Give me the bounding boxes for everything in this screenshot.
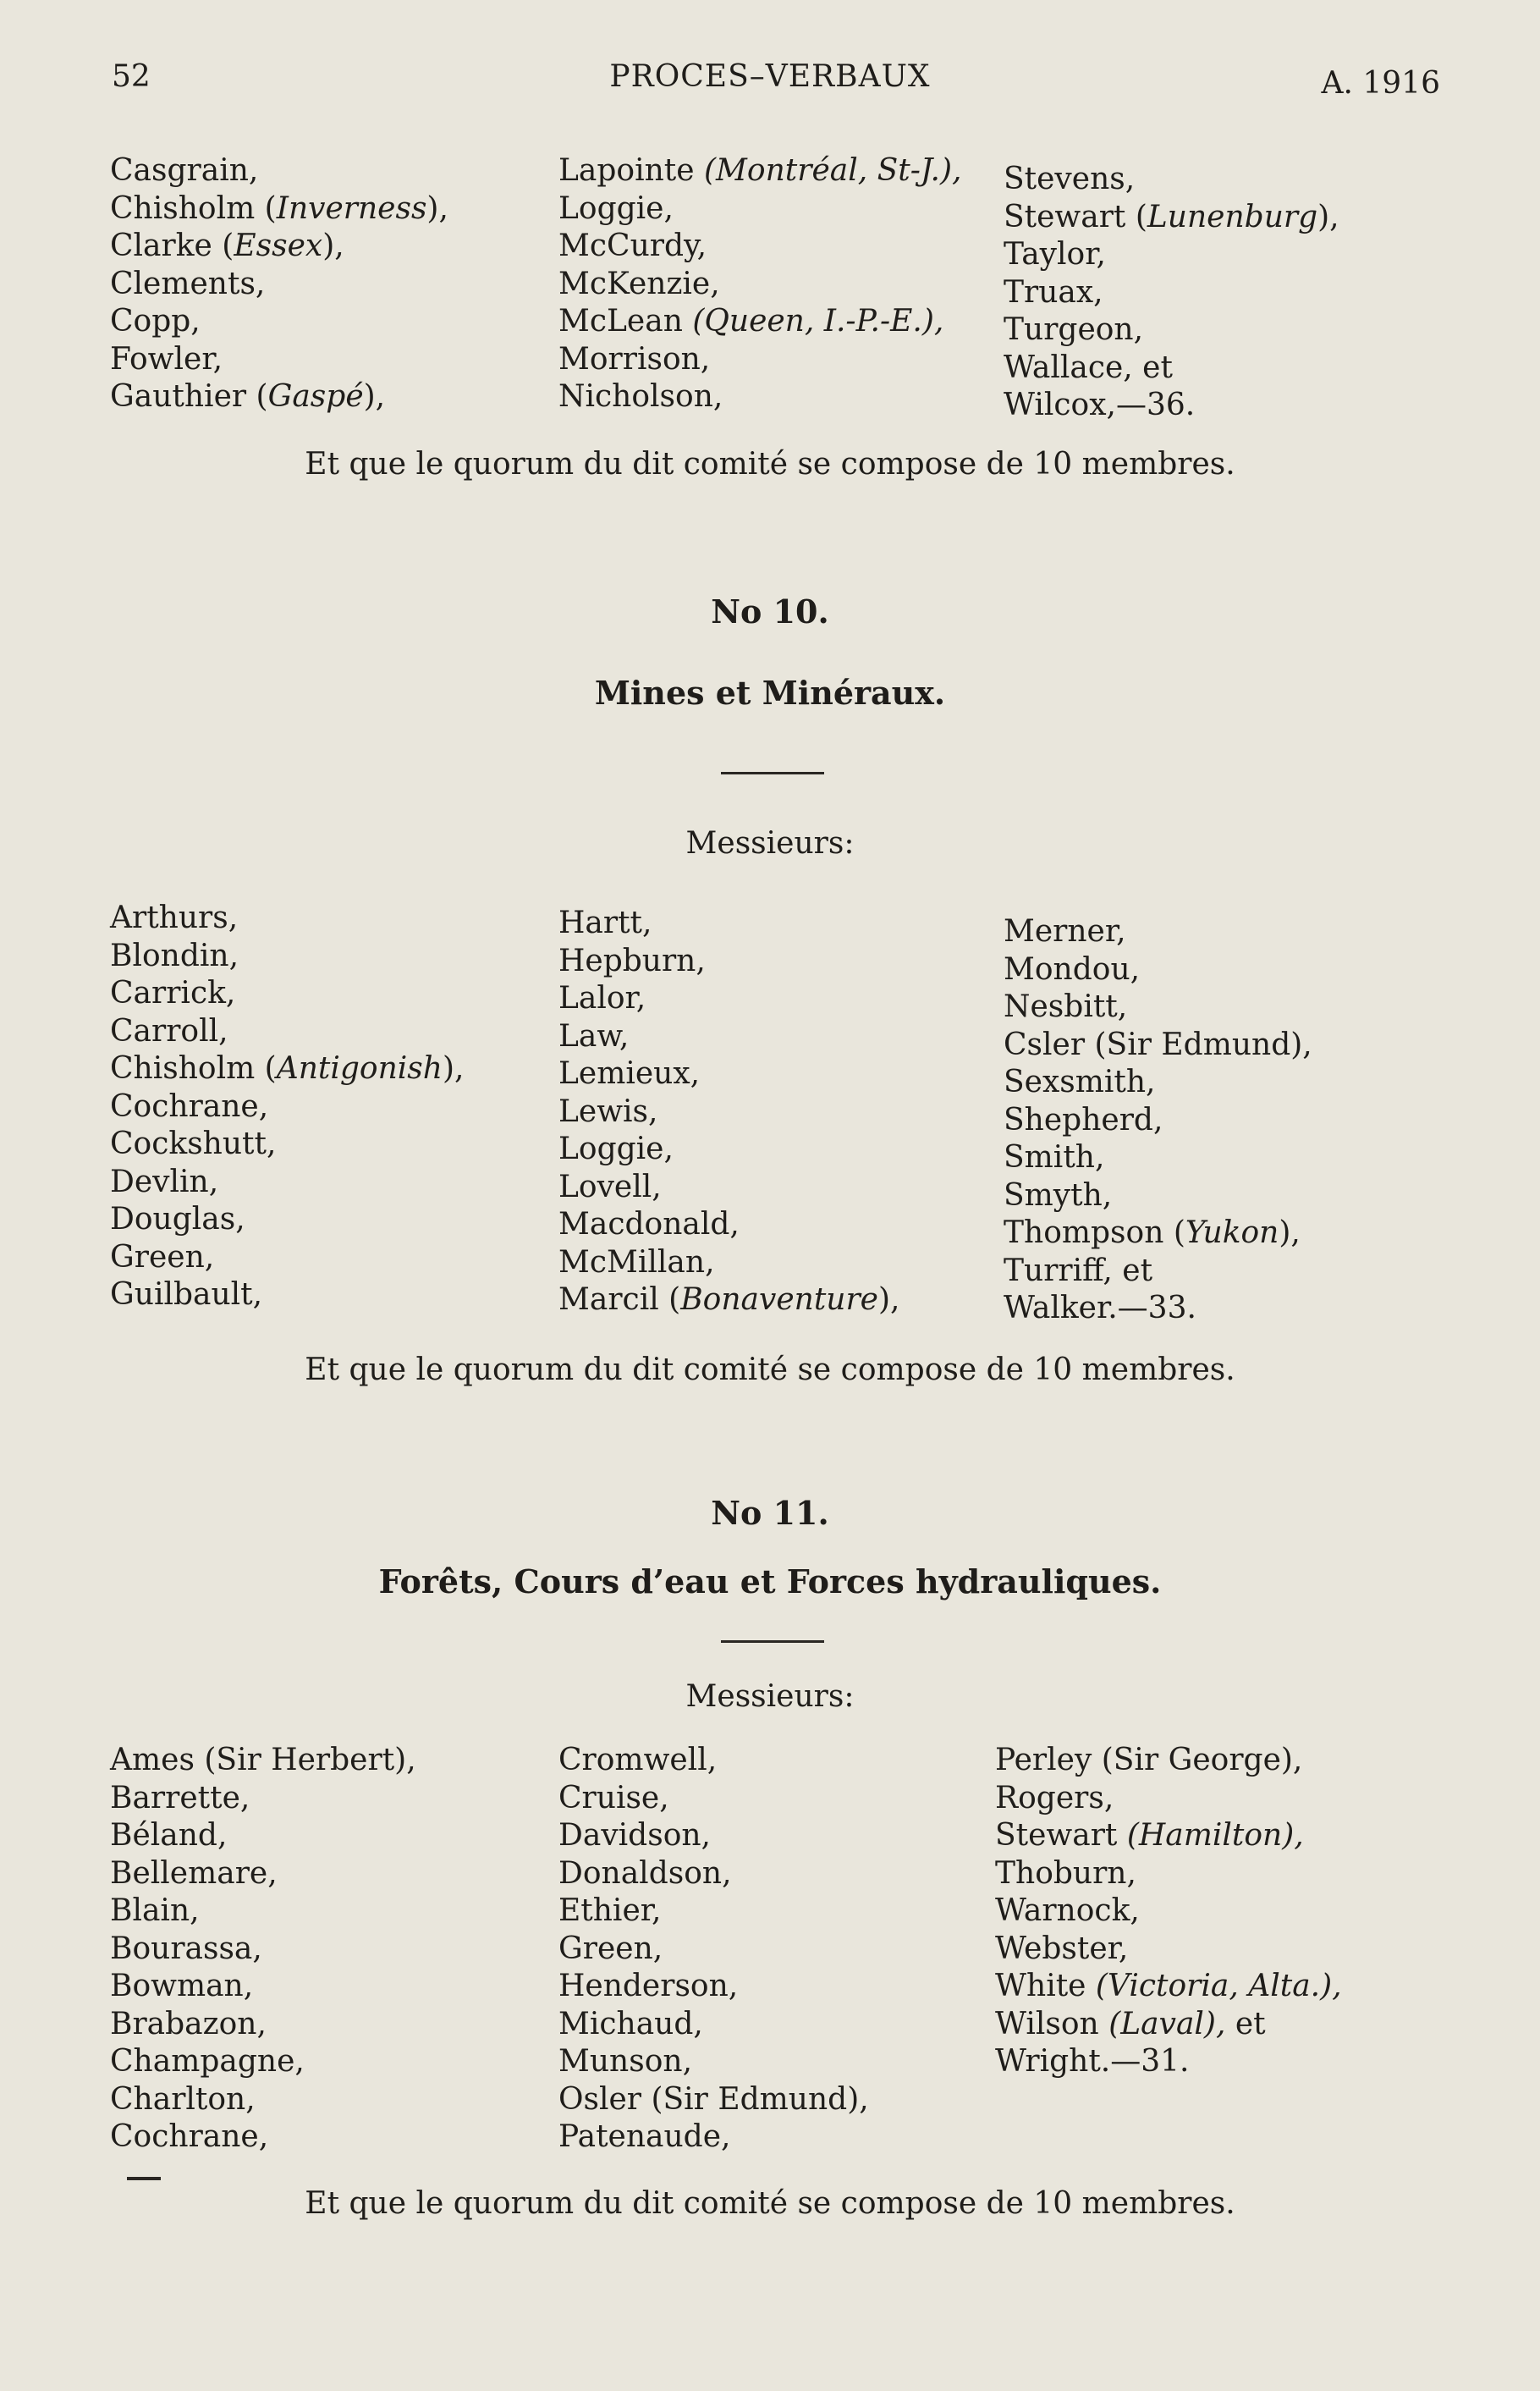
member-name-text: McKenzie, (558, 266, 720, 301)
member-name (558, 905, 900, 943)
member-name-text: Csler (Sir Edmund), (1004, 1027, 1312, 1062)
riding-name: (Montréal, St-J.), (704, 153, 962, 188)
member-name-text: Munson, (558, 2044, 693, 2079)
member-name-text: Wilson (995, 2006, 1109, 2041)
member-name (110, 303, 448, 341)
member-name (110, 900, 464, 938)
member-column (558, 152, 962, 416)
member-name-text: Macdonald, (558, 1207, 740, 1242)
member-name (110, 938, 464, 976)
member-name-text: Lovell, (558, 1169, 662, 1204)
member-name (1004, 1253, 1312, 1291)
member-name-text: Bellemare, (110, 1855, 278, 1891)
member-name-text: Ames (Sir Herbert), (110, 1743, 416, 1777)
member-name (1004, 311, 1339, 350)
member-name (558, 2043, 869, 2081)
member-name (558, 1931, 869, 1969)
member-name-text: Patenaude, (558, 2119, 731, 2154)
member-name-text: Blondin, (110, 938, 239, 973)
member-name (558, 943, 900, 981)
member-name-text: Nesbitt, (1004, 989, 1128, 1024)
member-name (558, 266, 962, 304)
member-name (1004, 236, 1339, 274)
member-name-text: Hartt, (558, 906, 652, 940)
member-name (558, 980, 900, 1018)
member-name (558, 341, 962, 379)
member-name (110, 2043, 416, 2081)
member-name (558, 1968, 869, 2006)
member-name (110, 1126, 464, 1164)
member-column (1004, 161, 1339, 425)
member-name (1004, 913, 1312, 951)
member-name (110, 1855, 416, 1893)
member-name-text: Wallace, et (1004, 350, 1173, 385)
member-name-text: Hepburn, (558, 943, 706, 978)
member-name-text: Lemieux, (558, 1056, 701, 1091)
member-name-text: Wilcox,—36. (1004, 388, 1196, 422)
member-name (110, 152, 448, 190)
salutation: Messieurs: (685, 1679, 855, 1714)
member-name-text: Marcil ( (558, 1282, 681, 1317)
year-label: A. 1916 (1321, 66, 1440, 101)
member-name-text: Smyth, (1004, 1177, 1113, 1213)
member-name (558, 378, 962, 416)
member-name (110, 975, 464, 1013)
punctuation: ), (1317, 199, 1339, 234)
member-name-text: Bourassa, (110, 1931, 262, 1966)
member-name (558, 1780, 869, 1818)
member-name-text: Lapointe (558, 153, 705, 188)
member-name (558, 1855, 869, 1893)
member-name (110, 1931, 416, 1969)
member-name-text: Clarke ( (110, 229, 234, 263)
page-number: 52 (112, 59, 151, 94)
member-name-text: Loggie, (558, 190, 674, 226)
member-name-text: Guilbault, (110, 1277, 263, 1312)
member-name (1004, 1290, 1312, 1328)
member-name-text: Cruise, (558, 1780, 669, 1815)
member-name (558, 152, 962, 190)
member-name-text: Morrison, (558, 341, 711, 377)
punctuation: ), (322, 229, 344, 263)
member-name-text: Casgrain, (110, 153, 259, 188)
member-name (558, 2006, 869, 2044)
member-name (110, 1742, 416, 1780)
member-name-text: Barrette, (110, 1780, 250, 1815)
member-name (110, 190, 448, 229)
printer-dash-mark (127, 2177, 161, 2180)
member-name (995, 2043, 1342, 2081)
member-name-text: Merner, (1004, 914, 1126, 949)
section-number: No 10. (711, 592, 829, 631)
member-name (995, 1892, 1342, 1931)
riding-name: Essex (234, 229, 323, 263)
member-name (1004, 161, 1339, 199)
member-name (558, 1244, 900, 1282)
member-name-text: Mondou, (1004, 951, 1141, 987)
member-name (558, 1817, 869, 1855)
member-name (558, 1094, 900, 1132)
member-name-text: Henderson, (558, 1969, 739, 2003)
member-name (995, 1742, 1342, 1780)
member-name (110, 1050, 464, 1088)
member-name (110, 2118, 416, 2157)
section-rule (721, 1640, 824, 1643)
member-name-text: Rogers, (995, 1780, 1114, 1815)
section-rule (721, 772, 824, 774)
member-name-text: Cochrane, (110, 2119, 269, 2154)
member-name (558, 1055, 900, 1094)
running-head (0, 59, 1540, 102)
riding-name: Bonaventure (680, 1282, 878, 1317)
member-name-text: McMillan, (558, 1244, 715, 1280)
member-name-text: Webster, (995, 1931, 1129, 1966)
member-name-text: Michaud, (558, 2006, 703, 2041)
member-name-text: Green, (558, 1931, 663, 1966)
quorum-note: Et que le quorum du dit comité se compose de 10 membres. (305, 1353, 1235, 1387)
member-name-text: Carrick, (110, 976, 236, 1011)
punctuation: ), (442, 1051, 465, 1086)
member-name-text: Donaldson, (558, 1855, 732, 1891)
member-name-text: Carroll, (110, 1013, 228, 1049)
member-name (558, 1131, 900, 1169)
member-name-text: Lewis, (558, 1094, 658, 1129)
punctuation: ), (1279, 1215, 1301, 1250)
member-name (110, 266, 448, 304)
member-name-text: Blain, (110, 1893, 200, 1928)
member-name-text: Cochrane, (110, 1088, 269, 1124)
riding-name: Lunenburg (1147, 199, 1318, 234)
member-name-text: Gauthier ( (110, 379, 268, 414)
quorum-note: Et que le quorum du dit comité se compose de 10 membres. (305, 2186, 1235, 2221)
member-name-text: Osler (Sir Edmund), (558, 2081, 869, 2117)
member-name-text: Charlton, (110, 2081, 256, 2117)
member-name (558, 190, 962, 229)
member-name-text: Chisholm ( (110, 1051, 277, 1086)
member-name (995, 1817, 1342, 1855)
member-name-text: Nicholson, (558, 379, 723, 414)
member-name (1004, 1139, 1312, 1177)
member-name (110, 2006, 416, 2044)
member-name (110, 1013, 464, 1051)
member-name-text: Truax, (1004, 274, 1103, 310)
member-name-text: Stewart ( (1004, 199, 1147, 234)
member-column (558, 905, 900, 1319)
member-name-text: Stevens, (1004, 162, 1136, 196)
member-name-text: Champagne, (110, 2044, 305, 2079)
member-name (1004, 951, 1312, 989)
member-name (995, 1968, 1342, 2006)
member-name-text: Taylor, (1004, 237, 1106, 272)
salutation: Messieurs: (685, 826, 855, 861)
member-name (558, 1206, 900, 1244)
member-name (110, 1088, 464, 1127)
member-name-text: Shepherd, (1004, 1102, 1163, 1138)
member-name (110, 1201, 464, 1239)
member-name-text: Green, (110, 1239, 215, 1275)
punctuation: ), (878, 1282, 900, 1317)
member-name-text: Arthurs, (110, 901, 239, 935)
member-column (110, 1742, 416, 2157)
member-name (110, 1164, 464, 1202)
member-name-text: Warnock, (995, 1893, 1140, 1928)
member-name (995, 1855, 1342, 1893)
punctuation: et (1225, 2006, 1266, 2041)
member-name (1004, 274, 1339, 312)
member-name-text: Sexsmith, (1004, 1065, 1156, 1099)
member-name (110, 1968, 416, 2006)
member-name (1004, 1027, 1312, 1065)
member-name-text: Cockshutt, (110, 1127, 277, 1161)
member-name-text: McCurdy, (558, 229, 707, 263)
quorum-note: Et que le quorum du dit comité se compose de 10 membres. (305, 447, 1235, 482)
member-name (1004, 199, 1339, 237)
member-name (1004, 1064, 1312, 1102)
member-name (995, 1931, 1342, 1969)
riding-name: (Laval), (1108, 2006, 1226, 2041)
member-name-text: Cromwell, (558, 1743, 718, 1777)
member-name (1004, 1177, 1312, 1215)
member-name (1004, 350, 1339, 388)
member-name (110, 1239, 464, 1277)
member-name (558, 1742, 869, 1780)
member-name-text: Turgeon, (1004, 312, 1144, 347)
riding-name: (Hamilton), (1126, 1818, 1304, 1853)
member-column (110, 900, 464, 1314)
riding-name: Antigonish (276, 1051, 443, 1086)
member-name-text: McLean (558, 304, 693, 339)
member-name (558, 303, 962, 341)
member-name-text: Davidson, (558, 1818, 711, 1853)
riding-name: (Queen, I.-P.-E.), (692, 304, 944, 339)
member-name-text: Turriff, et (1004, 1253, 1153, 1288)
member-name-text: Copp, (110, 304, 201, 339)
member-name-text: Thoburn, (995, 1855, 1136, 1891)
member-name-text: Fowler, (110, 341, 223, 377)
member-name (558, 2118, 869, 2157)
member-name-text: Law, (558, 1018, 630, 1054)
member-name (995, 2006, 1342, 2044)
member-name-text: Walker.—33. (1004, 1291, 1196, 1325)
member-name-text: Stewart (995, 1818, 1127, 1853)
member-name-text: Perley (Sir George), (995, 1743, 1303, 1777)
member-name (110, 1817, 416, 1855)
member-name (110, 1780, 416, 1818)
member-name-text: Douglas, (110, 1202, 245, 1237)
member-name (1004, 1215, 1312, 1253)
member-name (110, 228, 448, 266)
riding-name: Gaspé (267, 379, 364, 414)
member-name (558, 2081, 869, 2119)
member-name-text: Chisholm ( (110, 190, 277, 226)
member-column (558, 1742, 869, 2157)
punctuation: ), (426, 190, 448, 226)
member-name (558, 1169, 900, 1207)
riding-name: Yukon (1185, 1215, 1279, 1250)
member-name-text: Lalor, (558, 981, 646, 1016)
member-name-text: Devlin, (110, 1164, 219, 1199)
member-name-text: Thompson ( (1004, 1215, 1185, 1250)
member-name-text: Ethier, (558, 1893, 662, 1928)
member-name (110, 378, 448, 416)
member-name (110, 1276, 464, 1314)
member-name (558, 1892, 869, 1931)
member-name-text: Loggie, (558, 1132, 674, 1166)
member-column (110, 152, 448, 416)
riding-name: (Victoria, Alta.), (1095, 1969, 1342, 2003)
member-name (558, 228, 962, 266)
member-column (1004, 913, 1312, 1328)
member-name-text: Wright.—31. (995, 2044, 1190, 2079)
member-name (110, 1892, 416, 1931)
member-name-text: Bowman, (110, 1969, 254, 2003)
member-name-text: Clements, (110, 266, 266, 301)
member-name (110, 2081, 416, 2119)
page-title: PROCES–VERBAUX (609, 59, 931, 94)
member-name-text: White (995, 1969, 1096, 2003)
section-number: No 11. (711, 1494, 829, 1532)
member-name (995, 1780, 1342, 1818)
section-title: Mines et Minéraux. (594, 674, 946, 712)
member-name-text: Brabazon, (110, 2006, 267, 2041)
member-name-text: Smith, (1004, 1140, 1105, 1175)
member-name (1004, 989, 1312, 1027)
member-name (558, 1281, 900, 1319)
member-name-text: Béland, (110, 1818, 228, 1853)
punctuation: ), (363, 379, 386, 414)
member-name (1004, 387, 1339, 425)
member-name (558, 1018, 900, 1056)
member-name (1004, 1102, 1312, 1140)
member-column (995, 1742, 1342, 2081)
member-name (110, 341, 448, 379)
section-title: Forêts, Cours d’eau et Forces hydrauliques. (378, 1562, 1162, 1600)
riding-name: Inverness (276, 190, 427, 226)
